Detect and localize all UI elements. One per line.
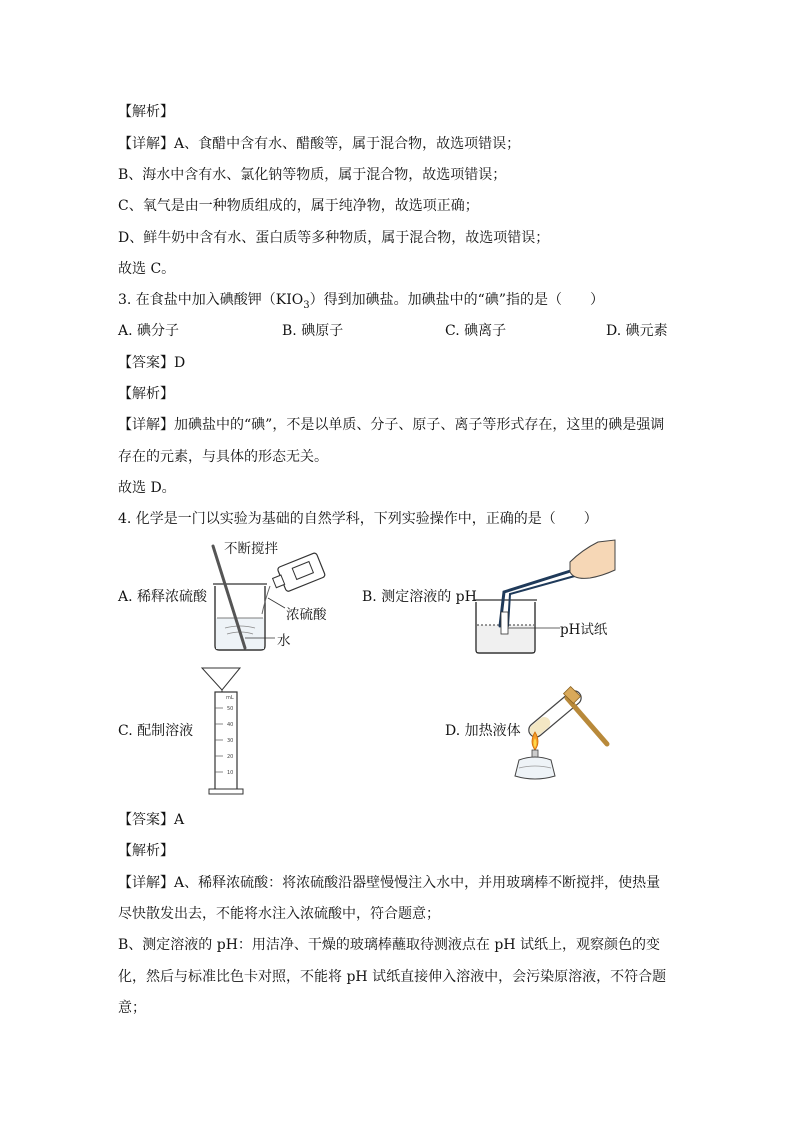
detail-line: B、测定溶液的 pH：用洁净、干燥的玻璃棒蘸取待测液点在 pH 试纸上，观察颜色的变 [118,937,660,953]
option-a: A. 稀释浓硫酸 [118,589,208,605]
detail-line: 存在的元素，与具体的形态无关。 [118,449,328,465]
tick-label: 40 [227,722,234,728]
stem-subscript: 3 [303,299,310,311]
question-4-stem: 4. 化学是一门以实验为基础的自然学科，下列实验操作中，正确的是（ ） [118,511,598,527]
detail-line: 【详解】A、食醋中含有水、醋酸等，属于混合物，故选项错误； [118,136,521,152]
option-b: B. 碘原子 [282,323,344,339]
detail-line: C、氧气是由一种物质组成的，属于纯净物，故选项正确； [118,198,479,214]
detail-line: 尽快散发出去，不能将水注入浓硫酸中，符合题意； [118,906,440,922]
conclusion: 故选 D。 [118,480,176,496]
option-b: B. 测定溶液的 pH [362,589,477,605]
graduated-cylinder [198,664,248,796]
option-c: C. 碘离子 [445,323,507,339]
option-d: D. 加热液体 [445,723,521,739]
answer: 【答案】A [118,812,185,828]
answer: 【答案】D [118,355,186,371]
tick-label: 30 [227,738,234,744]
detail-line: B、海水中含有水、氯化钠等物质，属于混合物，故选项错误； [118,167,507,183]
heating-diagram [505,680,615,785]
detail-line: 【详解】A、稀释浓硫酸：将浓硫酸沿器壁慢慢注入水中，并用玻璃棒不断搅拌，使热量 [118,875,661,891]
tick-label: 20 [227,754,234,760]
option-c: C. 配制溶液 [118,723,194,739]
detail-line: 【详解】加碘盐中的“碘”，不是以单质、分子、原子、离子等形式存在，这里的碘是强调 [118,417,665,433]
detail-line: 意； [118,1000,146,1016]
stem-text: ）得到加碘盐。加碘盐中的“碘”指的是（ ） [309,292,604,308]
tick-label: 10 [227,770,234,776]
ph-test-diagram [470,532,620,657]
cylinder-unit: mL [226,695,234,701]
tick-label: 50 [227,706,234,712]
analysis-heading: 【解析】 [118,386,174,402]
stir-label: 不断搅拌 [224,541,278,557]
conclusion: 故选 C。 [118,261,176,277]
question-3-stem [118,290,604,316]
analysis-heading: 【解析】 [118,843,174,859]
water-label: 水 [277,633,291,649]
option-d: D. 碘元素 [606,323,668,339]
analysis-heading: 【解析】 [118,104,174,120]
detail-line: 化，然后与标准比色卡对照，不能将 pH 试纸直接伸入溶液中，会污染原溶液，不符合题 [118,969,667,985]
stem-text: 3. 在食盐中加入碘酸钾（KIO [118,292,304,308]
ph-paper-label: pH试纸 [560,622,608,638]
detail-line: D、鲜牛奶中含有水、蛋白质等多种物质，属于混合物，故选项错误； [118,230,550,246]
acid-label: 浓硫酸 [286,607,327,623]
option-a: A. 碘分子 [118,323,180,339]
